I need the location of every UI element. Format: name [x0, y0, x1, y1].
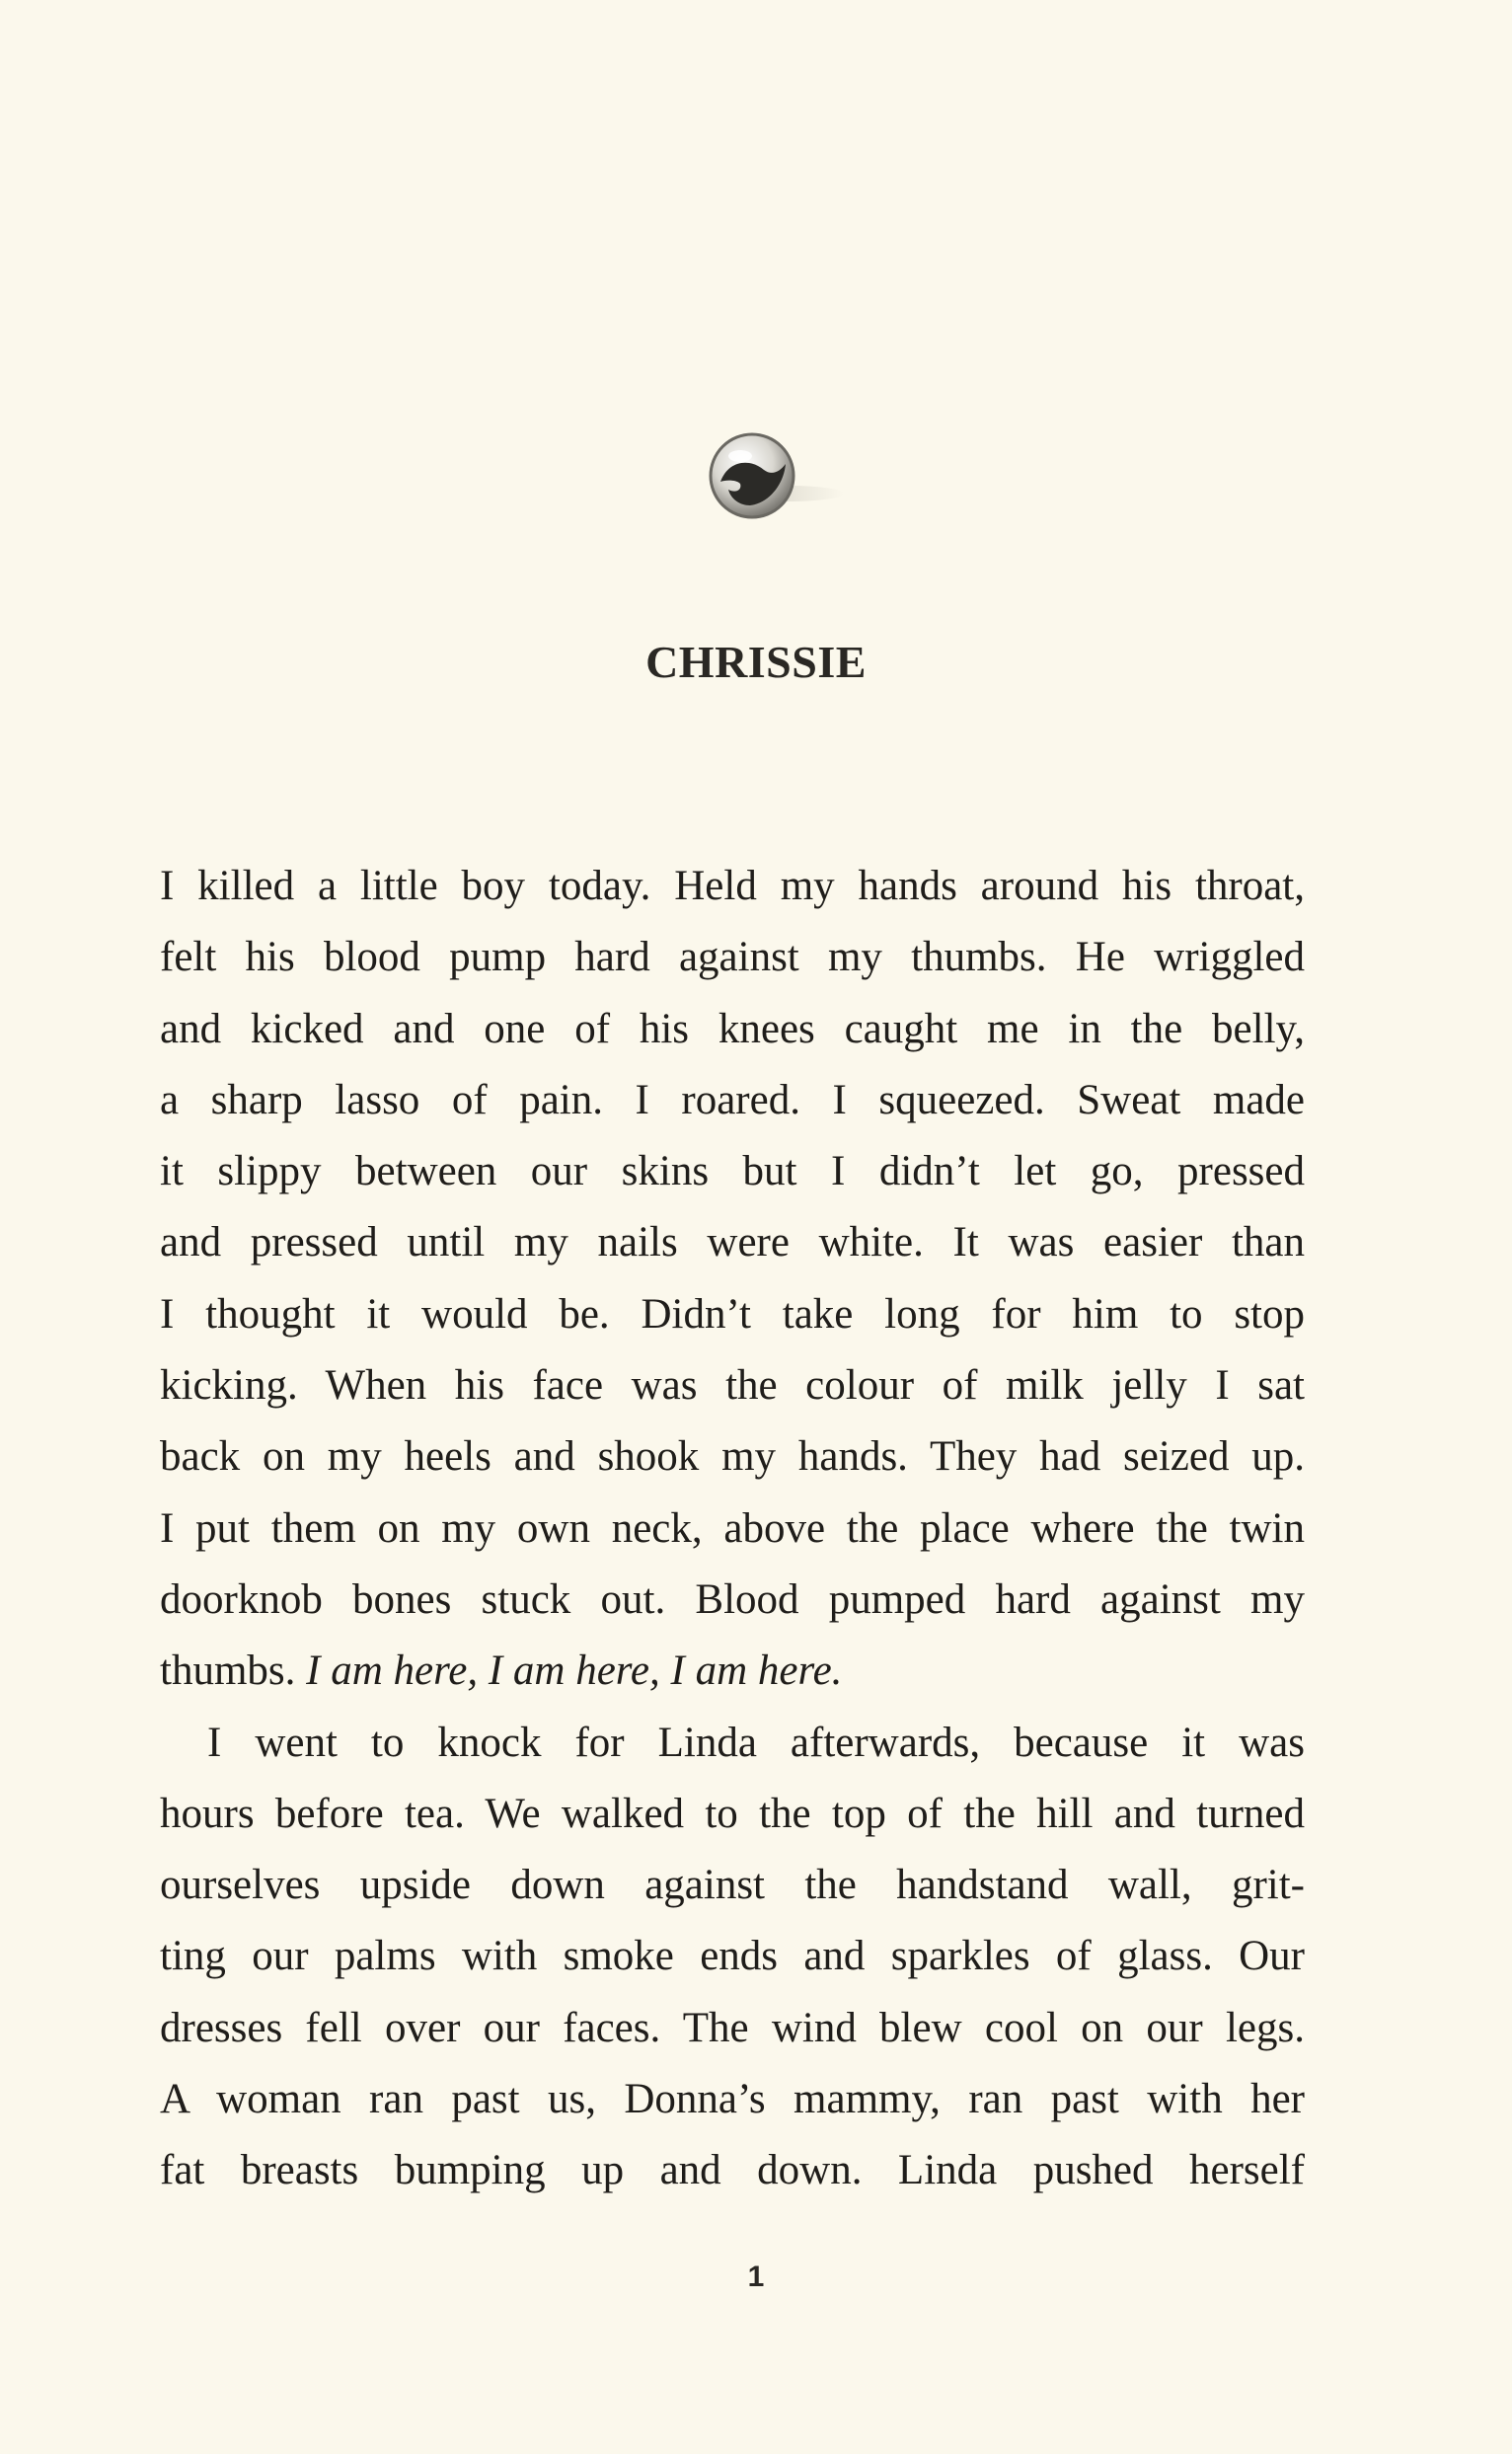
text-line: hours before tea. We walked to the top of the hill and turned — [160, 1790, 1305, 1837]
text-line: ourselves upside down against the handstand wall, grit- — [160, 1862, 1305, 1909]
body-text — [160, 851, 1305, 2207]
text-line: it slippy between our skins but I didn’t let go, pressed — [160, 1148, 1305, 1195]
text-line-final — [160, 1636, 1305, 1707]
text-line: ting our palms with smoke ends and sparkles of glass. Our — [160, 1933, 1305, 1980]
text-line: A woman ran past us, Donna’s mammy, ran past with her — [160, 2076, 1305, 2123]
text-line: I went to knock for Linda afterwards, because it was — [207, 1719, 1305, 1766]
paragraph — [160, 1708, 1305, 2207]
text-plain: thumbs. — [160, 1648, 307, 1695]
text-line: I thought it would be. Didn’t take long for him to stop — [160, 1290, 1305, 1338]
text-line: kicking. When his face was the colour of milk jelly I sat — [160, 1362, 1305, 1410]
paragraph — [160, 851, 1305, 1708]
text-line: felt his blood pump hard against my thumbs. He wriggled — [160, 934, 1305, 981]
text-line: back on my heels and shook my hands. They had seized up. — [160, 1433, 1305, 1481]
page-number: 1 — [747, 2261, 765, 2293]
text-line: and kicked and one of his knees caught me in the belly, — [160, 1005, 1305, 1052]
text-line: I killed a little boy today. Held my hands around his throat, — [160, 863, 1305, 909]
text-line: I put them on my own neck, above the place where the twin — [160, 1504, 1305, 1552]
text-italic: I am here, I am here, I am here. — [306, 1648, 843, 1695]
marble-icon — [681, 424, 849, 533]
text-line: a sharp lasso of pain. I roared. I squeezed. Sweat made — [160, 1076, 1305, 1123]
chapter-title: CHRISSIE — [645, 637, 867, 687]
text-line: dresses fell over our faces. The wind blew cool on our legs. — [160, 2004, 1305, 2051]
text-line: fat breasts bumping up and down. Linda pushed herself — [160, 2147, 1305, 2194]
text-line: doorknob bones stuck out. Blood pumped hard against my — [160, 1575, 1305, 1623]
text-line: and pressed until my nails were white. It was easier than — [160, 1219, 1305, 1266]
